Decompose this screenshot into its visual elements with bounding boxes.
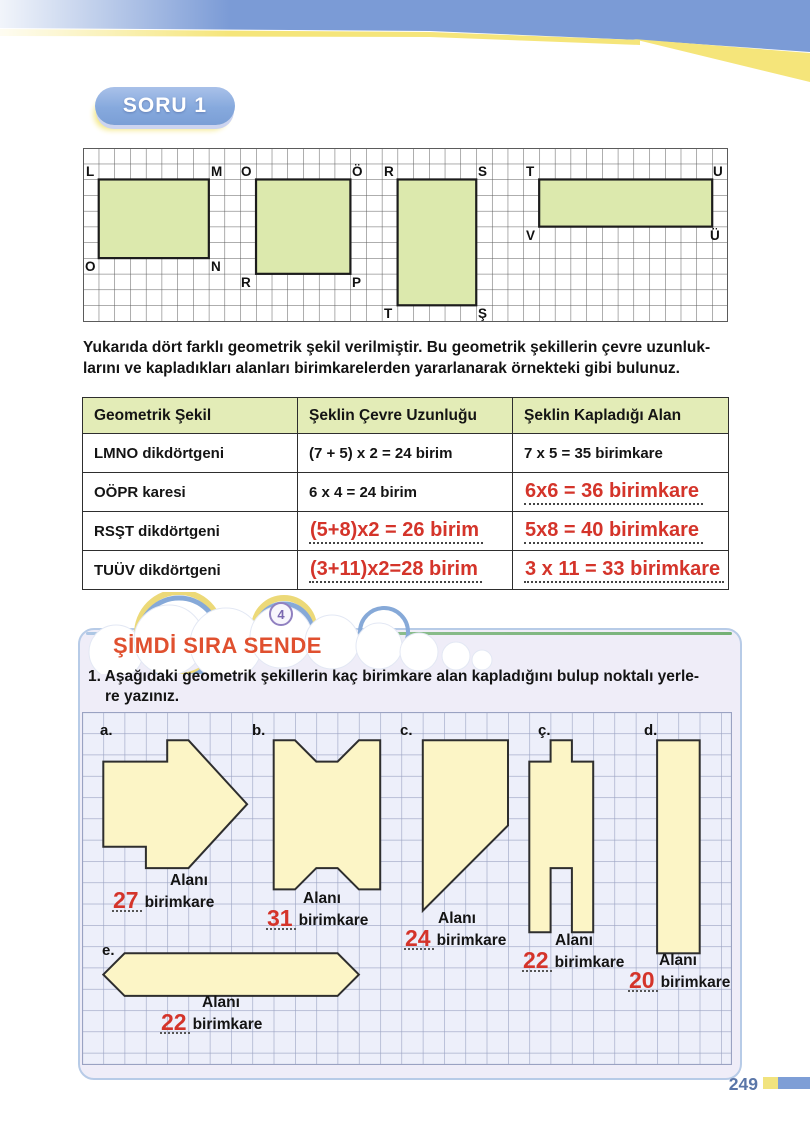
area-label: Alanı <box>303 890 341 907</box>
rectangle-rsst <box>398 179 477 305</box>
vertex-label: S <box>478 164 488 179</box>
unit-label: birimkare <box>436 932 507 949</box>
perimeter-value: (3+11)x2=28 birim <box>309 558 482 583</box>
area-value: 3 x 11 = 33 birimkare <box>524 558 724 583</box>
shape-name: OÖPR karesi <box>94 483 186 501</box>
area-label: Alanı <box>555 932 593 949</box>
footer-blue-stripe <box>778 1077 810 1089</box>
shape-name: TUÜV dikdörtgeni <box>94 561 221 579</box>
answer-a <box>112 872 214 912</box>
area-value: 5x8 = 40 birimkare <box>524 519 703 544</box>
section-title: ŞİMDİ SIRA SENDE <box>113 633 322 658</box>
handwritten-area-value: 20 <box>628 970 658 992</box>
unit-label: birimkare <box>298 912 369 929</box>
unit-label: birimkare <box>554 954 625 971</box>
rectangle-lmno <box>99 179 209 258</box>
vertex-label: N <box>211 259 221 274</box>
rectangle-tuuv <box>539 179 712 226</box>
vertex-label: T <box>526 164 535 179</box>
shape-name: RSŞT dikdörtgeni <box>94 522 220 540</box>
shape-d-rectangle <box>657 740 700 953</box>
vertex-label: M <box>211 164 223 179</box>
shape-letter: e. <box>102 942 115 959</box>
vertex-label: V <box>526 228 536 243</box>
answer-c-cedilla <box>522 932 624 972</box>
shape-letter: a. <box>100 722 113 739</box>
perimeter-value: (5+8)x2 = 26 birim <box>309 519 483 544</box>
handwritten-area-value: 24 <box>404 928 434 950</box>
handwritten-area-value: 31 <box>266 908 296 930</box>
vertex-label: U <box>713 164 723 179</box>
vertex-label: Ö <box>352 164 363 179</box>
shape-letter: c. <box>400 722 413 739</box>
answer-e <box>160 994 262 1034</box>
column-header-area: Şeklin Kapladığı Alan <box>513 398 729 434</box>
intro-line: larını ve kapladıkları alanları birimkarelerden yararlanarak örnekteki gibi bulunuz. <box>83 360 680 377</box>
column-header-shape: Geometrik Şekil <box>83 398 298 434</box>
unit-label: birimkare <box>660 974 731 991</box>
table-header-row <box>83 398 729 434</box>
vertex-label: Ü <box>710 228 720 243</box>
level-badge-number: 4 <box>277 607 285 622</box>
handwritten-area-value: 22 <box>522 950 552 972</box>
exercise-instruction <box>88 667 736 707</box>
answer-d <box>628 952 730 992</box>
area-value: 6x6 = 36 birimkare <box>524 480 703 505</box>
header-decoration <box>0 0 810 82</box>
footer-yellow-stripe <box>763 1077 778 1089</box>
soru-badge <box>95 87 235 125</box>
answer-c <box>404 910 506 950</box>
shape-letter: ç. <box>538 722 551 739</box>
perimeter-value: (7 + 5) x 2 = 24 birim <box>309 444 453 462</box>
shape-name: LMNO dikdörtgeni <box>94 444 224 462</box>
page-number: 249 <box>728 1074 758 1094</box>
table-row <box>83 551 729 590</box>
shape-letter: b. <box>252 722 266 739</box>
area-label: Alanı <box>202 994 240 1011</box>
vertex-label: P <box>352 275 362 290</box>
shape-letter: d. <box>644 722 658 739</box>
instruction-line: re yazınız. <box>105 688 180 705</box>
shape-b-notched-rectangle <box>274 740 381 889</box>
answer-b <box>266 890 368 930</box>
square-oopr <box>256 179 350 273</box>
vertex-label: T <box>384 306 393 321</box>
soru-badge-label: SORU 1 <box>122 94 208 117</box>
table-row <box>83 434 729 473</box>
vertex-label: O <box>241 164 252 179</box>
intro-paragraph <box>83 337 738 379</box>
vertex-label: L <box>86 164 95 179</box>
area-value: 7 x 5 = 35 birimkare <box>524 444 663 462</box>
area-label: Alanı <box>438 910 476 927</box>
area-label: Alanı <box>659 952 697 969</box>
intro-line: Yukarıda dört farklı geometrik şekil verilmiştir. Bu geometrik şekillerin çevre uzunluk- <box>83 339 711 356</box>
vertex-label: R <box>384 164 394 179</box>
table-row <box>83 512 729 551</box>
vertex-label: Ş <box>478 306 488 321</box>
vertex-label: R <box>241 275 251 290</box>
instruction-line: 1. Aşağıdaki geometrik şekillerin kaç birimkare alan kapladığını bulup noktalı yerle- <box>88 668 700 685</box>
perimeter-area-table <box>82 397 729 590</box>
handwritten-area-value: 27 <box>112 890 142 912</box>
area-label: Alanı <box>170 872 208 889</box>
top-unit-grid <box>83 148 728 322</box>
column-header-perimeter: Şeklin Çevre Uzunluğu <box>298 398 513 434</box>
unit-label: birimkare <box>192 1016 263 1033</box>
handwritten-area-value: 22 <box>160 1012 190 1034</box>
unit-label: birimkare <box>144 894 215 911</box>
vertex-label: O <box>85 259 96 274</box>
perimeter-value: 6 x 4 = 24 birim <box>309 483 417 501</box>
shape-e-hexagon <box>103 953 359 996</box>
table-row <box>83 473 729 512</box>
